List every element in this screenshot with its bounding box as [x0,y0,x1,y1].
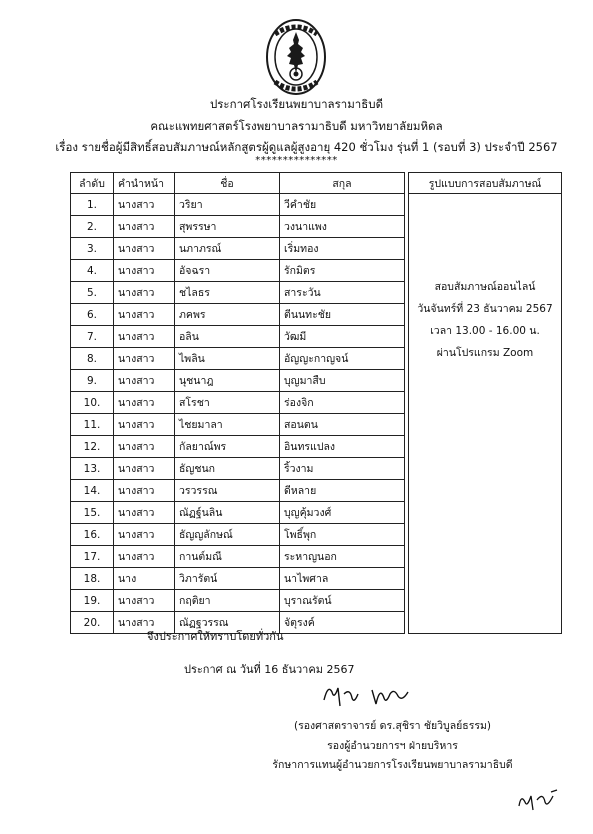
row-last-name: นาไพศาล [280,568,405,590]
row-index: 16. [71,524,114,546]
row-prefix: นางสาว [114,304,175,326]
header-first-name: ชื่อ [175,173,280,194]
row-first-name: ณัฏฐ์นลิน [175,502,280,524]
row-first-name: วริยา [175,194,280,216]
row-last-name: ตีนนทะชัย [280,304,405,326]
header-index: ลำดับ [71,173,114,194]
column-gap [405,260,409,282]
row-first-name: วิภารัตน์ [175,568,280,590]
row-index: 1. [71,194,114,216]
column-gap [405,414,409,436]
candidate-table [70,172,562,634]
column-gap [405,546,409,568]
row-index: 3. [71,238,114,260]
handwritten-initial [515,786,561,814]
handwritten-signature [320,680,430,710]
row-last-name: วีคำชัย [280,194,405,216]
row-index: 19. [71,590,114,612]
row-last-name: วงนาแพง [280,216,405,238]
row-index: 4. [71,260,114,282]
row-prefix: นางสาว [114,216,175,238]
row-last-name: บุราณรัตน์ [280,590,405,612]
column-gap [405,502,409,524]
row-index: 13. [71,458,114,480]
row-first-name: สุพรรษา [175,216,280,238]
column-gap [405,612,409,634]
row-first-name: กฤติยา [175,590,280,612]
mahidol-university-seal-icon [265,18,327,96]
signer-name: (รองศาสตราจารย์ ดร.สุชิรา ชัยวิบูลย์ธรรม) [293,720,491,732]
signature-icon [320,680,430,710]
row-prefix: นางสาว [114,194,175,216]
row-prefix: นางสาว [114,480,175,502]
row-first-name: สโรชา [175,392,280,414]
row-index: 14. [71,480,114,502]
header-prefix: คำนำหน้า [114,173,175,194]
row-first-name: ชไลธร [175,282,280,304]
column-gap [405,480,409,502]
table-header-row [71,173,562,194]
row-index: 10. [71,392,114,414]
row-last-name: สาระวัน [280,282,405,304]
row-last-name: โพธิ์พุก [280,524,405,546]
row-prefix: นางสาว [114,326,175,348]
row-last-name: สอนตน [280,414,405,436]
row-last-name: วัฒมี [280,326,405,348]
row-last-name: รักมิตร [280,260,405,282]
row-prefix: นาง [114,568,175,590]
column-gap [405,458,409,480]
column-gap [405,216,409,238]
row-prefix: นางสาว [114,590,175,612]
row-index: 17. [71,546,114,568]
row-last-name: อินทรแปลง [280,436,405,458]
row-index: 8. [71,348,114,370]
row-prefix: นางสาว [114,348,175,370]
row-first-name: นุชนาฎ [175,370,280,392]
row-index: 5. [71,282,114,304]
row-first-name: ไพลิน [175,348,280,370]
row-last-name: ดีหลาย [280,480,405,502]
row-index: 20. [71,612,114,634]
row-last-name: ระหาญนอก [280,546,405,568]
column-gap [405,590,409,612]
row-last-name: บุญมาสืบ [280,370,405,392]
row-index: 12. [71,436,114,458]
row-first-name: กานต์มณี [175,546,280,568]
column-gap [405,304,409,326]
row-index: 9. [71,370,114,392]
column-gap [405,568,409,590]
signer-role: รักษาการแทนผู้อำนวยการโรงเรียนพยาบาลรามาธิบดี [272,759,513,771]
row-prefix: นางสาว [114,458,175,480]
interview-format-line: ผ่านโปรแกรม Zoom [436,347,534,359]
row-prefix: นางสาว [114,392,175,414]
column-gap [405,238,409,260]
signer-title: รองผู้อำนวยการฯ ฝ่ายบริหาร [327,740,458,752]
table-row [71,194,562,216]
row-prefix: นางสาว [114,502,175,524]
row-first-name: กัลยาณ์พร [175,436,280,458]
table-body [71,194,562,634]
row-first-name: วรวรรณ [175,480,280,502]
column-gap [405,326,409,348]
row-index: 2. [71,216,114,238]
announcement-title: ประกาศโรงเรียนพยาบาลรามาธิบดี [209,97,384,111]
row-prefix: นางสาว [114,414,175,436]
column-gap [405,392,409,414]
interview-format-line: เวลา 13.00 - 16.00 น. [430,325,540,337]
column-gap [405,370,409,392]
row-first-name: ณัฏฐวรรณ [175,612,280,634]
row-first-name: ธัญญลักษณ์ [175,524,280,546]
column-gap [405,348,409,370]
row-last-name: ริ้วงาม [280,458,405,480]
row-prefix: นางสาว [114,612,175,634]
row-first-name: ธัญชนก [175,458,280,480]
row-index: 15. [71,502,114,524]
interview-format-cell [409,194,562,634]
notice-line: จึงประกาศให้ทราบโดยทั่วกัน [147,630,284,643]
row-last-name: เริ่มทอง [280,238,405,260]
row-prefix: นางสาว [114,370,175,392]
interview-format-line: วันจันทร์ที่ 23 ธันวาคม 2567 [417,303,553,315]
row-index: 7. [71,326,114,348]
row-index: 18. [71,568,114,590]
university-seal-logo [265,18,327,96]
interview-format-line: สอบสัมภาษณ์ออนไลน์ [434,281,536,293]
header-interview-format: รูปแบบการสอบสัมภาษณ์ [409,173,562,194]
column-gap [405,282,409,304]
row-prefix: นางสาว [114,260,175,282]
row-prefix: นางสาว [114,282,175,304]
row-first-name: นภาภรณ์ [175,238,280,260]
announcement-subject: เรื่อง รายชื่อผู้มีสิทธิ์สอบสัมภาษณ์หลักสูตรผู้ดูแลผู้สูงอายุ 420 ชั่วโมง รุ่นที่ 1 (รอบที่ 3) ประจำปี 2567 [55,140,558,154]
row-prefix: นางสาว [114,546,175,568]
row-first-name: ภคพร [175,304,280,326]
stars-divider: *************** [255,155,338,166]
announcement-date: ประกาศ ณ วันที่ 16 ธันวาคม 2567 [184,663,355,676]
row-prefix: นางสาว [114,238,175,260]
row-last-name: ร่องจิก [280,392,405,414]
row-prefix: นางสาว [114,436,175,458]
column-gap [405,524,409,546]
row-prefix: นางสาว [114,524,175,546]
row-index: 6. [71,304,114,326]
row-first-name: ไชยมาลา [175,414,280,436]
column-gap [405,436,409,458]
row-first-name: อลิน [175,326,280,348]
row-index: 11. [71,414,114,436]
row-last-name: จัตุรงค์ [280,612,405,634]
row-first-name: อัจฉรา [175,260,280,282]
interview-format-details [413,194,557,364]
row-last-name: อัญญะกาญจน์ [280,348,405,370]
faculty-name: คณะแพทยศาสตร์โรงพยาบาลรามาธิบดี มหาวิทยาลัยมหิดล [150,119,443,133]
row-last-name: บุญคุ้มวงศ์ [280,502,405,524]
initial-mark-icon [515,786,561,814]
header-last-name: สกุล [280,173,405,194]
